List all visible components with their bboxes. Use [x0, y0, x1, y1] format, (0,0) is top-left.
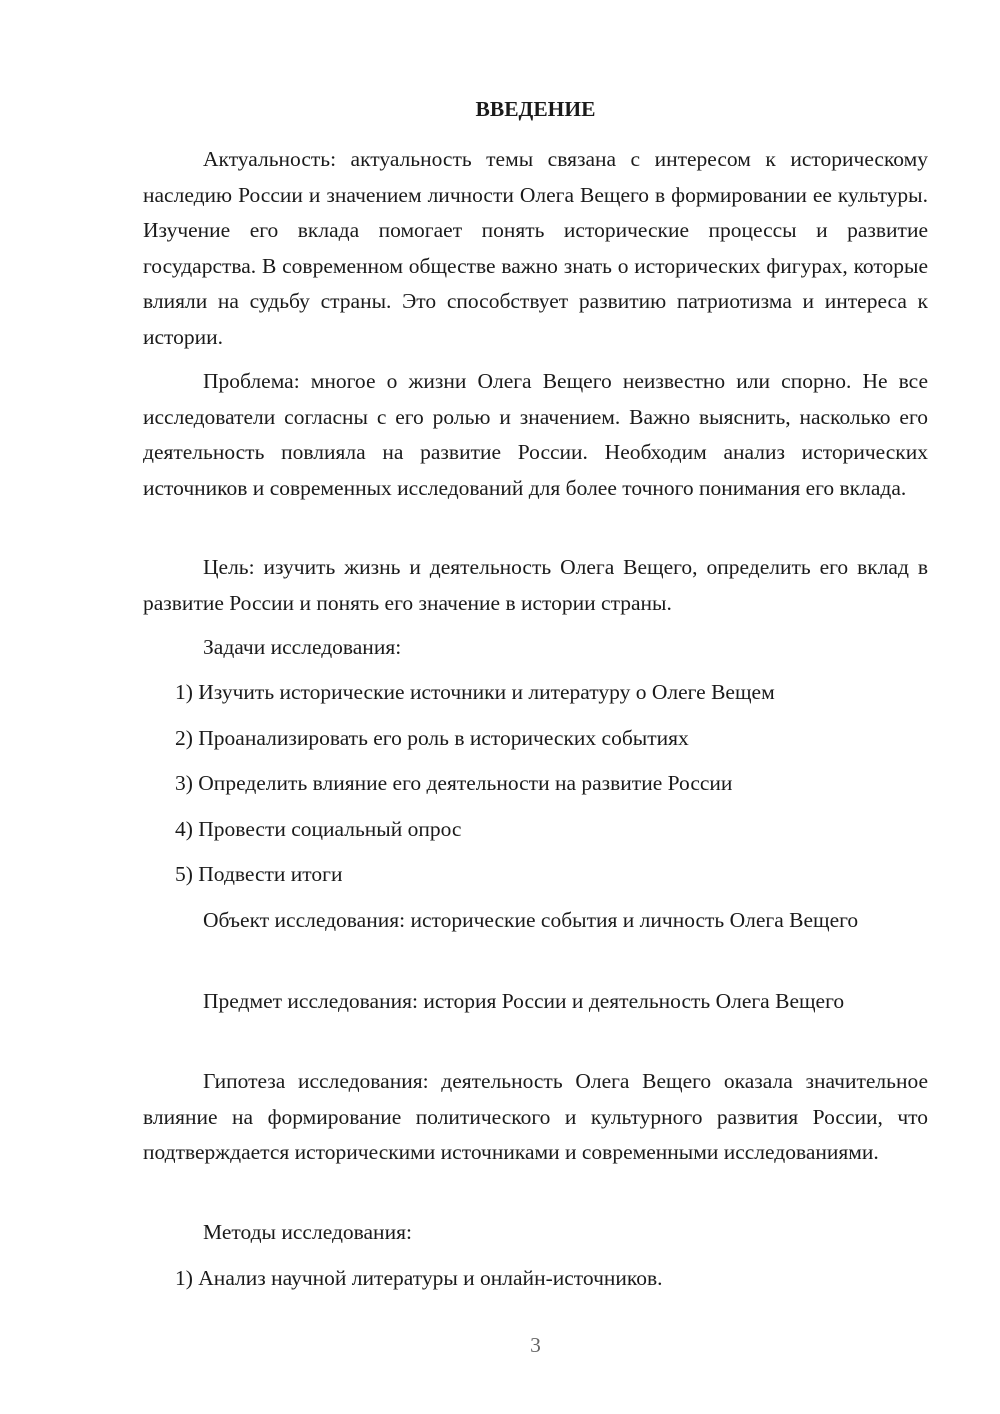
goal-paragraph: Цель: изучить жизнь и деятельность Олега Вещего, определить его вклад в развитие России и понять его значение в истории страны. — [143, 555, 928, 615]
relevance-paragraph: Актуальность: актуальность темы связана с интересом к историческому наследию России и значением личности Олега Вещего в формировании ее культуры. Изучение его вклада помогает понять исторические процессы и развитие государства. В современном обществе важно знать о исторических фигурах, которые влияли на судьбу страны. Это способствует развитию патриотизма и интереса к истории. — [143, 147, 928, 349]
task-item: 4) Провести социальный опрос — [175, 817, 462, 841]
methods-heading: Методы исследования: — [203, 1220, 412, 1244]
method-item: 1) Анализ научной литературы и онлайн-источников. — [175, 1266, 663, 1290]
hypothesis-paragraph: Гипотеза исследования: деятельность Олега Вещего оказала значительное влияние на формирование политического и культурного развития России, что подтверждается историческими источниками и современными исследованиями. — [143, 1069, 928, 1164]
subject-paragraph: Предмет исследования: история России и деятельность Олега Вещего — [203, 989, 845, 1013]
object-paragraph: Объект исследования: исторические события и личность Олега Вещего — [203, 908, 859, 932]
page-title: ВВЕДЕНИЕ — [475, 97, 596, 121]
task-item: 3) Определить влияние его деятельности на развитие России — [175, 771, 733, 795]
task-item: 5) Подвести итоги — [175, 862, 343, 886]
page-number: 3 — [530, 1333, 541, 1357]
task-item: 1) Изучить исторические источники и литературу о Олеге Вещем — [175, 680, 775, 704]
task-item: 2) Проанализировать его роль в исторических событиях — [175, 726, 689, 750]
problem-paragraph: Проблема: многое о жизни Олега Вещего неизвестно или спорно. Не все исследователи согласны с его ролью и значением. Важно выяснить, насколько его деятельность повлияла на развитие России. Необходим анализ исторических источников и современных исследований для более точного понимания его вклада. — [143, 369, 928, 500]
tasks-heading: Задачи исследования: — [203, 635, 402, 659]
